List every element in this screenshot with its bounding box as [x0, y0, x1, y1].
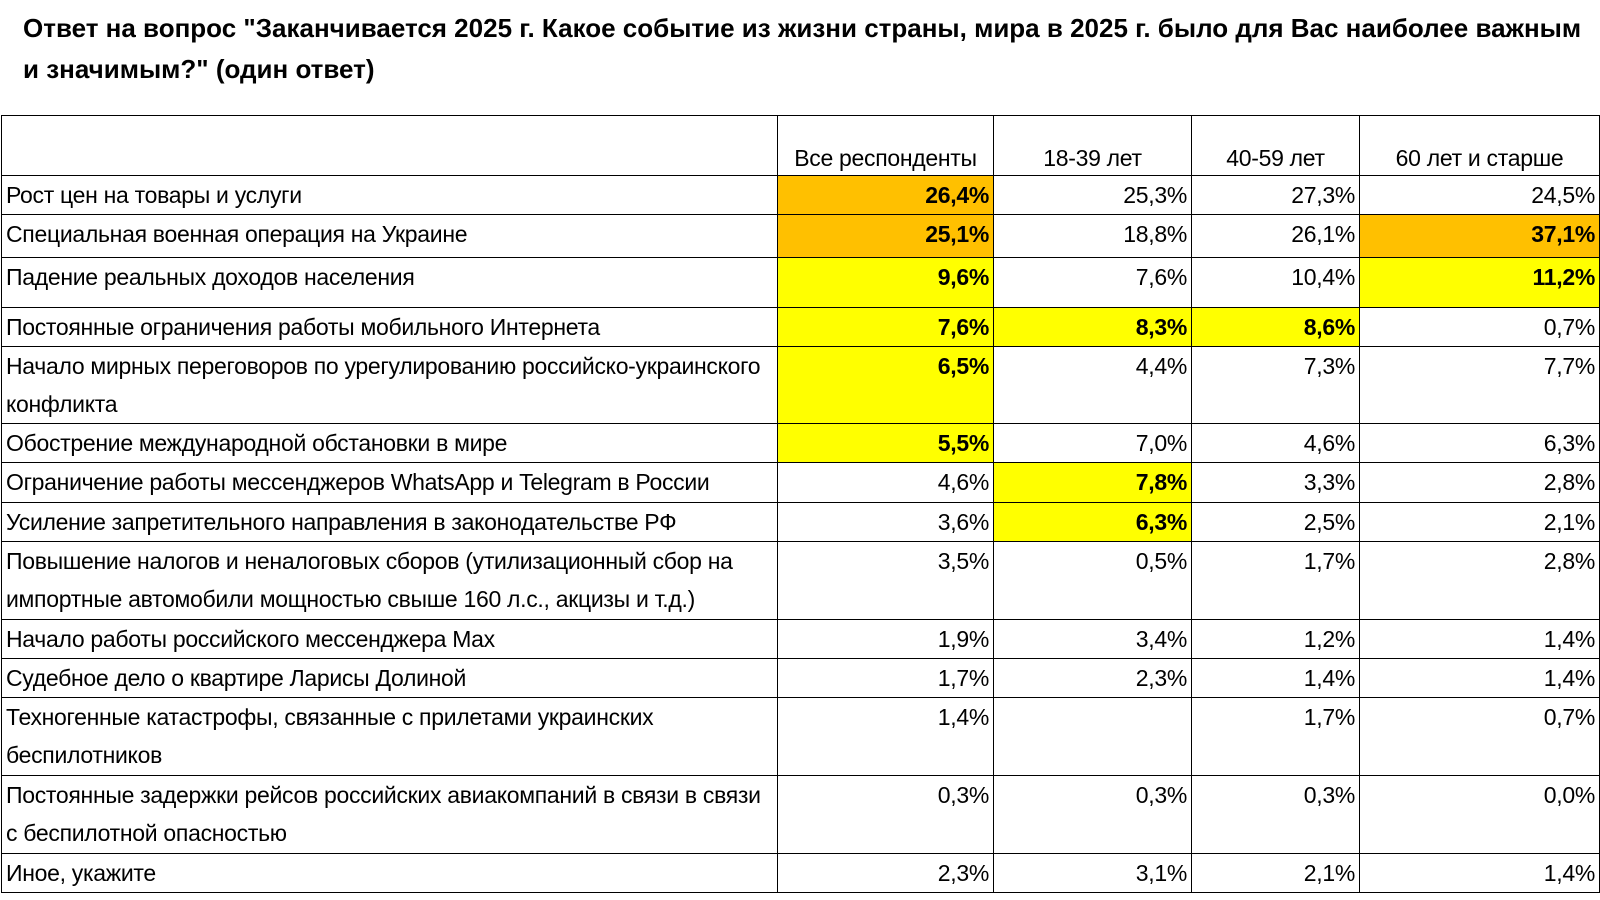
value-cell: 11,2% [1360, 258, 1600, 308]
value-cell: 0,5% [994, 542, 1192, 620]
value-cell: 1,4% [778, 698, 994, 776]
table-row [2, 698, 1600, 776]
row-label: Техногенные катастрофы, связанные с прилетами украинских беспилотников [2, 698, 778, 776]
table-row [2, 215, 1600, 258]
value-cell: 7,0% [994, 424, 1192, 463]
value-cell [994, 698, 1192, 776]
value-cell: 7,3% [1192, 347, 1360, 424]
value-cell: 2,8% [1360, 463, 1600, 503]
value-cell: 2,3% [778, 854, 994, 893]
value-cell: 1,4% [1360, 854, 1600, 893]
value-cell: 10,4% [1192, 258, 1360, 308]
header-all-respondents: Все респонденты [778, 116, 994, 176]
row-label: Падение реальных доходов населения [2, 258, 778, 308]
value-cell: 1,7% [778, 659, 994, 698]
value-cell: 3,1% [994, 854, 1192, 893]
table-row [2, 424, 1600, 463]
row-label: Начало мирных переговоров по урегулированию российско-украинского конфликта [2, 347, 778, 424]
value-cell: 25,1% [778, 215, 994, 258]
value-cell: 1,4% [1360, 659, 1600, 698]
value-cell: 27,3% [1192, 176, 1360, 215]
value-cell: 2,5% [1192, 503, 1360, 542]
header-age-60-plus: 60 лет и старше [1360, 116, 1600, 176]
value-cell: 26,4% [778, 176, 994, 215]
value-cell: 7,6% [778, 308, 994, 347]
value-cell: 2,8% [1360, 542, 1600, 620]
page-title: Ответ на вопрос "Заканчивается 2025 г. Какое событие из жизни страны, мира в 2025 г. было для Вас наиболее важным и значимым?" (один ответ) [23, 13, 1582, 84]
row-label: Постоянные задержки рейсов российских авиакомпаний в связи в связи с беспилотной опасностью [2, 776, 778, 854]
value-cell: 0,3% [778, 776, 994, 854]
value-cell: 9,6% [778, 258, 994, 308]
value-cell: 3,3% [1192, 463, 1360, 503]
value-cell: 1,9% [778, 620, 994, 659]
table-row [2, 854, 1600, 893]
row-label: Иное, укажите [2, 854, 778, 893]
value-cell: 0,3% [1192, 776, 1360, 854]
value-cell: 2,3% [994, 659, 1192, 698]
value-cell: 3,6% [778, 503, 994, 542]
value-cell: 25,3% [994, 176, 1192, 215]
value-cell: 0,3% [994, 776, 1192, 854]
value-cell: 8,3% [994, 308, 1192, 347]
value-cell: 37,1% [1360, 215, 1600, 258]
value-cell: 7,8% [994, 463, 1192, 503]
table-row [2, 463, 1600, 503]
value-cell: 6,3% [1360, 424, 1600, 463]
value-cell: 6,3% [994, 503, 1192, 542]
value-cell: 7,7% [1360, 347, 1600, 424]
value-cell: 5,5% [778, 424, 994, 463]
table-row [2, 542, 1600, 620]
value-cell: 0,7% [1360, 308, 1600, 347]
row-label: Постоянные ограничения работы мобильного Интернета [2, 308, 778, 347]
table-row [2, 258, 1600, 308]
header-label-column [2, 116, 778, 176]
table-row [2, 176, 1600, 215]
table-row [2, 308, 1600, 347]
table-row [2, 620, 1600, 659]
value-cell: 0,0% [1360, 776, 1600, 854]
survey-table [1, 115, 1600, 893]
value-cell: 2,1% [1360, 503, 1600, 542]
value-cell: 1,7% [1192, 542, 1360, 620]
value-cell: 1,2% [1192, 620, 1360, 659]
value-cell: 1,7% [1192, 698, 1360, 776]
row-label: Рост цен на товары и услуги [2, 176, 778, 215]
value-cell: 6,5% [778, 347, 994, 424]
row-label: Обострение международной обстановки в мире [2, 424, 778, 463]
table-row [2, 659, 1600, 698]
value-cell: 3,5% [778, 542, 994, 620]
header-age-40-59: 40-59 лет [1192, 116, 1360, 176]
header-age-18-39: 18-39 лет [994, 116, 1192, 176]
table-row [2, 776, 1600, 854]
value-cell: 1,4% [1192, 659, 1360, 698]
value-cell: 3,4% [994, 620, 1192, 659]
value-cell: 4,4% [994, 347, 1192, 424]
row-label: Судебное дело о квартире Ларисы Долиной [2, 659, 778, 698]
value-cell: 24,5% [1360, 176, 1600, 215]
header-row [2, 116, 1600, 176]
value-cell: 2,1% [1192, 854, 1360, 893]
value-cell: 18,8% [994, 215, 1192, 258]
table-row [2, 347, 1600, 424]
value-cell: 4,6% [1192, 424, 1360, 463]
row-label: Ограничение работы мессенджеров WhatsApp и Telegram в России [2, 463, 778, 503]
value-cell: 26,1% [1192, 215, 1360, 258]
value-cell: 7,6% [994, 258, 1192, 308]
row-label: Начало работы российского мессенджера Max [2, 620, 778, 659]
table-row [2, 503, 1600, 542]
row-label: Повышение налогов и неналоговых сборов (утилизационный сбор на импортные автомобили мощностью свыше 160 л.с., акцизы и т.д.) [2, 542, 778, 620]
row-label: Усиление запретительного направления в законодательстве РФ [2, 503, 778, 542]
value-cell: 1,4% [1360, 620, 1600, 659]
value-cell: 0,7% [1360, 698, 1600, 776]
value-cell: 4,6% [778, 463, 994, 503]
row-label: Специальная военная операция на Украине [2, 215, 778, 258]
value-cell: 8,6% [1192, 308, 1360, 347]
